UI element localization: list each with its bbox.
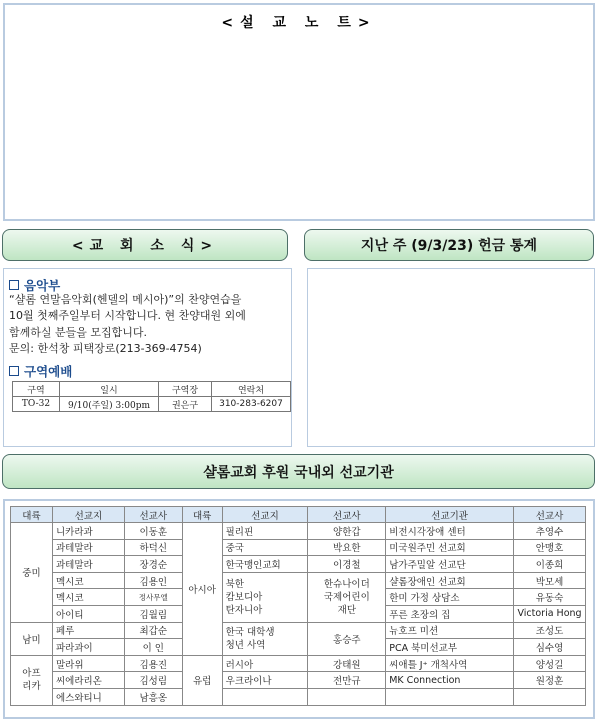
missionary: 최갑순 xyxy=(124,622,182,639)
missionary: 이 인 xyxy=(124,639,182,656)
missionary: 김용인 xyxy=(124,572,182,589)
mission-field-group xyxy=(222,622,308,655)
missionary: 박모세 xyxy=(514,572,586,589)
missionary-group xyxy=(308,572,386,622)
region-cell: 유럽 xyxy=(182,655,222,705)
offering-stats-title: 지난 주 (9/3/23) 헌금 통계 xyxy=(360,238,538,254)
missionary: 안맹호 xyxy=(514,539,586,556)
mission-field: 러시아 xyxy=(222,655,308,672)
agency xyxy=(386,688,514,705)
missionary xyxy=(514,688,586,705)
header-cell: 선교사 xyxy=(514,507,586,523)
table-row xyxy=(11,655,586,672)
district-header-cell: 일시 xyxy=(60,382,159,397)
district-table xyxy=(12,381,291,412)
missionary: 이동훈 xyxy=(124,523,182,540)
missionary-line: 한슈나이더 xyxy=(323,578,370,590)
region-cell xyxy=(11,655,53,705)
agency: 샬롬장애인 선교회 xyxy=(386,572,514,589)
region-cell: 아시아 xyxy=(182,523,222,656)
district-header-cell: 구역장 xyxy=(159,382,212,397)
missionary: 원정훈 xyxy=(514,672,586,689)
mission-field: 파라과이 xyxy=(52,639,124,656)
mission-field: 말라위 xyxy=(52,655,124,672)
missionary: 심수영 xyxy=(514,639,586,656)
church-news-title: <교 회 소 식> xyxy=(71,238,219,254)
missionary: 홍승주 xyxy=(308,622,386,655)
missionary: 이경철 xyxy=(308,556,386,573)
mission-field: 한국맹인교회 xyxy=(222,556,308,573)
missionary: 전만규 xyxy=(308,672,386,689)
district-header-cell: 구역 xyxy=(13,382,60,397)
missionary: 장경순 xyxy=(124,556,182,573)
missionary: 양한갑 xyxy=(308,523,386,540)
district-section-heading xyxy=(9,362,72,380)
agency: 남가주밀알 선교단 xyxy=(386,556,514,573)
header-cell: 선교사 xyxy=(124,507,182,523)
offering-stats-box xyxy=(307,268,595,447)
table-row xyxy=(11,556,586,573)
missions-header xyxy=(2,454,595,489)
missionary: Victoria Hong xyxy=(514,605,586,622)
missionary: 박요한 xyxy=(308,539,386,556)
sermon-note-box xyxy=(3,3,595,221)
mission-field: 과테말라 xyxy=(52,556,124,573)
music-line: 문의: 한석창 피택장로(213-369-4754) xyxy=(9,342,202,356)
header-cell: 선교지 xyxy=(52,507,124,523)
place-line: 캄보디아 xyxy=(225,591,263,603)
mission-field: 멕시코 xyxy=(52,589,124,606)
agency: 푸른 초장의 집 xyxy=(386,605,514,622)
missionary: 강태원 xyxy=(308,655,386,672)
agency: MK Connection xyxy=(386,672,514,689)
missionary: 남흥옹 xyxy=(124,688,182,705)
mission-field: 멕시코 xyxy=(52,572,124,589)
missions-table xyxy=(10,506,586,706)
missionary: 유동숙 xyxy=(514,589,586,606)
missionary: 양성길 xyxy=(514,655,586,672)
missionary: 김성림 xyxy=(124,672,182,689)
missions-title: 샬롬교회 후원 국내외 선교기관 xyxy=(203,464,394,481)
missionary: 이종희 xyxy=(514,556,586,573)
table-row xyxy=(11,523,586,540)
table-row xyxy=(11,688,586,705)
agency: 미국원주민 선교회 xyxy=(386,539,514,556)
music-line: “샬롬 연말음악회(헨델의 메시아)”의 찬양연습을 xyxy=(9,293,242,306)
mission-field-group xyxy=(222,572,308,622)
header-cell: 대륙 xyxy=(11,507,53,523)
table-row xyxy=(11,539,586,556)
place-line: 탄자니아 xyxy=(225,604,263,616)
sermon-note-title: <설 교 노 트> xyxy=(221,15,377,31)
agency: 뉴호프 미션 xyxy=(386,622,514,639)
agency: 비전시각장애 센터 xyxy=(386,523,514,540)
music-line: 10월 첫째주일부터 시작합니다. 현 찬양대원 외에 xyxy=(9,309,246,323)
district-cell: 9/10(주일) 3:00pm xyxy=(60,397,159,412)
mission-field: 과테말라 xyxy=(52,539,124,556)
missionary-empty xyxy=(308,688,386,705)
mission-field: 우크라이나 xyxy=(222,672,308,689)
square-bullet-icon xyxy=(9,366,19,376)
agency: 씨애틀 J⁺ 개척사역 xyxy=(386,655,514,672)
offering-stats-header xyxy=(304,229,594,261)
missionary: 김월림 xyxy=(124,605,182,622)
place-line: 북한 xyxy=(225,578,244,590)
district-cell: 310-283-6207 xyxy=(212,397,291,412)
header-cell: 선교기관 xyxy=(386,507,514,523)
square-bullet-icon xyxy=(9,280,19,290)
table-row xyxy=(11,622,586,639)
mission-field: 에스와티니 xyxy=(52,688,124,705)
mission-field-empty xyxy=(222,688,308,705)
missions-header-row xyxy=(11,507,586,523)
header-cell: 선교지 xyxy=(222,507,308,523)
mission-field: 중국 xyxy=(222,539,308,556)
place-line: 한국 대학생 xyxy=(225,626,275,638)
district-cell: TO-32 xyxy=(13,397,60,412)
church-news-header xyxy=(2,229,288,261)
missionary-line: 재단 xyxy=(337,604,356,616)
missionary: 조성도 xyxy=(514,622,586,639)
mission-field: 아이티 xyxy=(52,605,124,622)
mission-field: 필리핀 xyxy=(222,523,308,540)
table-row xyxy=(11,572,586,589)
missionary-line: 국제어린이 xyxy=(323,591,370,603)
district-header-cell: 연락처 xyxy=(212,382,291,397)
table-row xyxy=(11,672,586,689)
place-line: 청년 사역 xyxy=(225,639,266,651)
missionary: 추영수 xyxy=(514,523,586,540)
mission-field: 씨에라리온 xyxy=(52,672,124,689)
region-label: 아프리카 xyxy=(22,668,41,693)
mission-field: 페루 xyxy=(52,622,124,639)
missionary: 김용진 xyxy=(124,655,182,672)
agency: PCA 북미선교부 xyxy=(386,639,514,656)
music-line: 함께하실 분들을 모집합니다. xyxy=(9,325,148,339)
missionary: 정사무엘 xyxy=(124,589,182,606)
region-cell: 중미 xyxy=(11,523,53,623)
region-cell: 남미 xyxy=(11,622,53,655)
missionary: 하덕신 xyxy=(124,539,182,556)
header-cell: 선교사 xyxy=(308,507,386,523)
district-cell: 권은구 xyxy=(159,397,212,412)
district-heading-label: 구역예배 xyxy=(24,364,73,379)
music-notice xyxy=(9,292,287,358)
header-cell: 대륙 xyxy=(182,507,222,523)
mission-field: 니카라과 xyxy=(52,523,124,540)
music-heading-label: 음악부 xyxy=(24,278,61,293)
agency: 한미 가정 상담소 xyxy=(386,589,514,606)
